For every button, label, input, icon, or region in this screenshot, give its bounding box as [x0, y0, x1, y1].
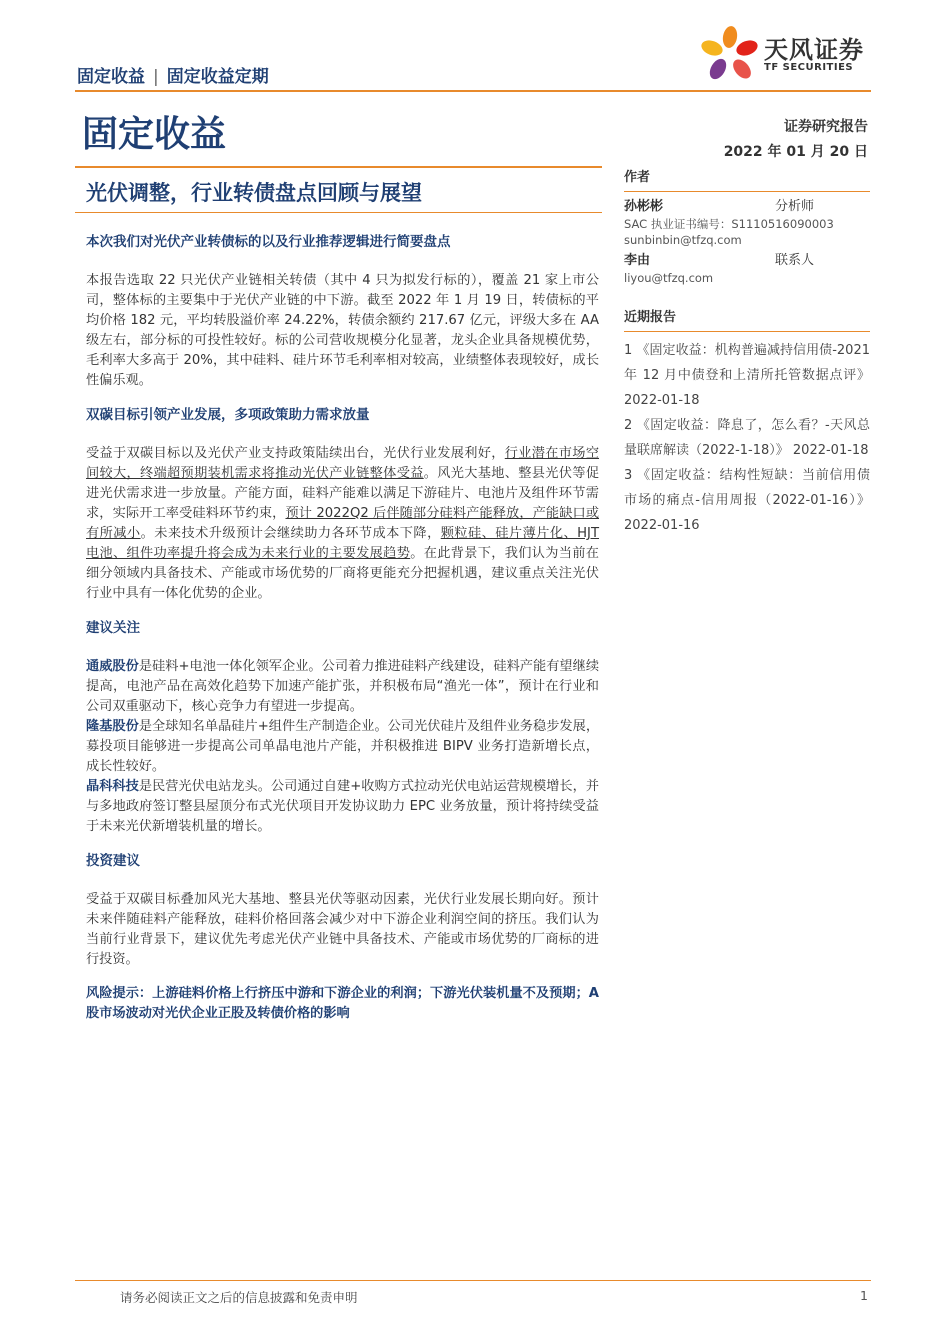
- section-heading-picks: 建议关注: [86, 620, 140, 636]
- pick-company-name: 通威股份: [86, 659, 139, 674]
- author-card: [624, 252, 870, 286]
- recent-report-link[interactable]: 3 《固定收益：结构性短缺：当前信用债市场的痛点-信用周报（2022-01-16）》 2022-01-16: [624, 468, 870, 533]
- sidebar: [624, 164, 870, 538]
- authors-heading: 作者: [624, 170, 651, 185]
- policy-text-4: 。在此背景下，我们认为当前在细分领域内具备技术、产能或市场优势的厂商将更能充分把握机遇，建议重点关注光伏行业中具有一体化优势的企业。: [86, 546, 599, 601]
- author-email[interactable]: sunbinbin@tfzq.com: [624, 233, 742, 247]
- recent-report-link[interactable]: 1 《固定收益：机构普遍减持信用债-2021 年 12 月中债登和上清所托管数据点评》 2022-01-18: [624, 343, 870, 408]
- sidebar-divider: [624, 191, 870, 192]
- policy-text-2: 。风光大基地、整县光伏等促进光伏需求进一步放量。产能方面，硅料产能难以满足下游硅片、电池片及组件环节需求，实际开工率受硅料环节约束，: [86, 466, 600, 521]
- company-logo: [700, 24, 875, 86]
- recent-reports-list: [624, 338, 870, 538]
- section-heading-overview: 本次我们对光伏产业转债标的以及行业推荐逻辑进行简要盘点: [86, 234, 451, 250]
- sidebar-divider: [624, 331, 870, 332]
- logo-text-cn: 天风证券: [764, 36, 864, 64]
- disclaimer-note: 请务必阅读正文之后的信息披露和免责申明: [120, 1290, 358, 1305]
- pick-company-name: 晶科科技: [86, 779, 139, 794]
- policy-paragraph: [86, 444, 599, 604]
- logo-text-en: TF SECURITIES: [764, 62, 854, 73]
- section-heading-policy: 双碳目标引领产业发展，多项政策助力需求放量: [86, 407, 370, 423]
- report-date: 2022 年 01 月 20 日: [723, 144, 868, 160]
- policy-highlight-2: 预计 2022Q2 后伴随部分硅料产能释放，产能缺口或有所减小: [86, 506, 600, 541]
- author-email[interactable]: liyou@tfzq.com: [624, 271, 714, 285]
- header-divider: [75, 90, 871, 92]
- author-name: 李由: [624, 253, 651, 268]
- policy-text-1: 受益于双碳目标以及光伏产业支持政策陆续出台，光伏行业发展利好，: [86, 446, 505, 461]
- pick-description: 是民营光伏电站龙头。公司通过自建+收购方式拉动光伏电站运营规模增长，并与多地政府签订整县屋顶分布式光伏项目开发协议助力 EPC 业务放量，预计将持续受益于未来光伏新增装机量的增长。: [86, 779, 600, 834]
- pick-paragraph: [86, 717, 599, 777]
- breadcrumb-item-periodic[interactable]: 固定收益定期: [166, 67, 269, 87]
- author-name: 孙彬彬: [624, 199, 664, 214]
- policy-highlight-1: 行业潜在市场空间较大，终端超预期装机需求将推动光伏产业链整体受益: [86, 446, 600, 481]
- page-number: 1: [860, 1288, 868, 1303]
- recent-reports-heading: 近期报告: [624, 310, 677, 325]
- pick-paragraph: [86, 777, 599, 837]
- pick-paragraph: [86, 657, 599, 717]
- headline-top-divider: [75, 166, 602, 168]
- breadcrumb: [77, 62, 269, 87]
- report-headline: 光伏调整，行业转债盘点回顾与展望: [86, 181, 422, 205]
- author-role: 分析师: [774, 199, 814, 214]
- overview-paragraph: 本报告选取 22 只光伏产业链相关转债（其中 4 只为拟发行标的），覆盖 21 家上市公司，整体标的主要集中于光伏产业链的中下游。截至 2022 年 1 月 19 日，转债标的平均价格 182 元，平均转股溢价率 24.22%，转债余额约 217.67 亿元，评级大多在 AA 级左右，部分标的可投性较好。标的公司营收规模分化显著，龙头企业具备规模优势，毛利率大多高于 20%，其中硅料、硅片环节毛利率相对较高，业绩整体表现较好，成长性偏乐观。: [86, 273, 599, 388]
- pick-description: 是全球知名单晶硅片+组件生产制造企业。公司光伏硅片及组件业务稳步发展，募投项目能够进一步提高公司单晶电池片产能，并积极推进 BIPV 业务打造新增长点，成长性较好。: [86, 719, 600, 774]
- footer-divider: [75, 1280, 871, 1281]
- author-cert: SAC 执业证书编号：S1110516090003: [624, 217, 834, 231]
- author-role: 联系人: [774, 253, 814, 268]
- risk-warning: 风险提示：上游硅料价格上行挤压中游和下游企业的利润；下游光伏装机量不及预期；A 股市场波动对光伏企业正股及转债价格的影响: [86, 986, 599, 1021]
- recent-report-link[interactable]: 2 《固定收益：降息了，怎么看？-天风总量联席解读（2022-1-18）》 2022-01-18: [624, 418, 870, 458]
- pick-description: 是硅料+电池一体化领军企业。公司着力推进硅料产线建设，硅料产能有望继续提高，电池产品在高效化趋势下加速产能扩张，并积极布局“渔光一体”，预计在行业和公司双重驱动下，核心竞争力有望进一步提高。: [86, 659, 600, 714]
- headline-bottom-divider: [75, 212, 602, 213]
- policy-text-3: 。未来技术升级预计会继续助力各环节成本下降，: [140, 526, 441, 541]
- author-card: [624, 198, 870, 248]
- flower-logo-icon: [700, 24, 760, 84]
- section-title: 固定收益: [82, 114, 227, 155]
- main-content: [86, 232, 599, 1024]
- policy-highlight-3: 颗粒硅、硅片薄片化、HJT 电池、组件功率提升将会成为未来行业的主要发展趋势: [86, 526, 600, 561]
- breadcrumb-separator: |: [153, 67, 159, 87]
- investment-paragraph: 受益于双碳目标叠加风光大基地、整县光伏等驱动因素，光伏行业发展长期向好。预计未来伴随硅料产能释放，硅料价格回落会减少对中下游企业利润空间的挤压。我们认为当前行业背景下，建议优先考虑光伏产业链中具备技术、产能或市场优势的厂商标的进行投资。: [86, 892, 599, 967]
- breadcrumb-item-fixed-income[interactable]: 固定收益: [77, 67, 145, 87]
- pick-company-name: 隆基股份: [86, 719, 139, 734]
- section-heading-investment: 投资建议: [86, 853, 140, 869]
- report-type: 证券研究报告: [784, 119, 868, 135]
